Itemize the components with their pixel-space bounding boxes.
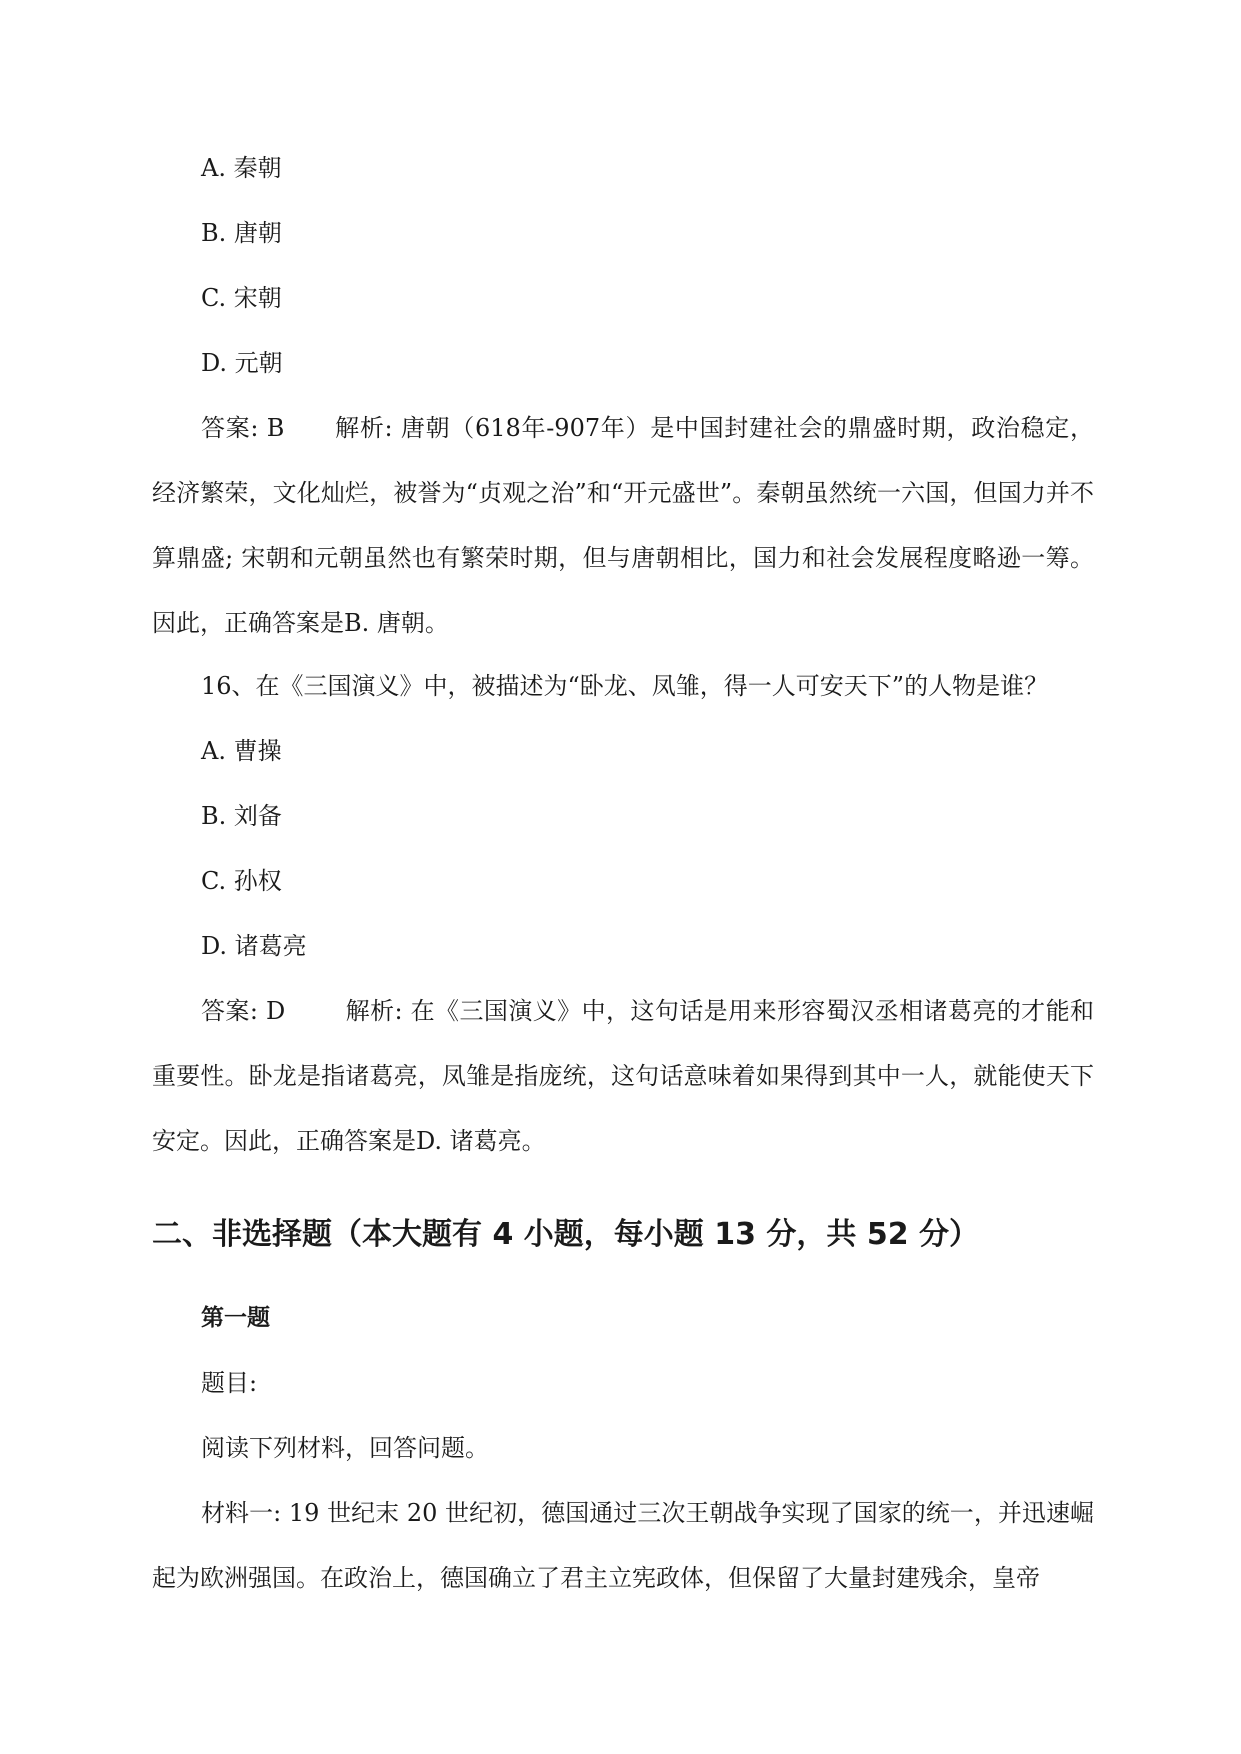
q15-option-c: C. 宋朝	[201, 284, 282, 312]
q15-option-b: B. 唐朝	[201, 219, 282, 247]
q16-option-b: B. 刘备	[201, 802, 282, 830]
q16-answer-block	[152, 979, 1094, 1174]
q15-analysis: 解析: 唐朝（618年-907年）是中国封建社会的鼎盛时期，政治稳定，经济繁荣，文化灿烂，被誉为“贞观之治”和“开元盛世”。秦朝虽然统一六国，但国力并不算鼎盛; 宋朝和元朝虽然也有繁荣时期，但与唐朝相比，国力和社会发展程度略逊一筹。因此，正确答案是B. 唐朝。	[152, 414, 1094, 637]
instruction-text: 阅读下列材料，回答问题。	[201, 1434, 489, 1462]
q16-analysis: 解析: 在《三国演义》中，这句话是用来形容蜀汉丞相诸葛亮的才能和重要性。卧龙是指诸葛亮，凤雏是指庞统，这句话意味着如果得到其中一人，就能使天下安定。因此，正确答案是D. 诸葛亮。	[152, 997, 1094, 1155]
question-1-heading: 第一题	[201, 1305, 270, 1331]
q16-question: 16、在《三国演义》中，被描述为“卧龙、凤雏，得一人可安天下”的人物是谁？	[201, 672, 1049, 700]
q15-option-a: A. 秦朝	[201, 154, 282, 182]
material-1: 材料一: 19 世纪末 20 世纪初，德国通过三次王朝战争实现了国家的统一，并迅速崛起为欧洲强国。在政治上，德国确立了君主立宪政体，但保留了大量封建残余，皇帝	[152, 1499, 1094, 1592]
q15-answer-block	[152, 396, 1094, 656]
prompt-label: 题目:	[201, 1369, 258, 1397]
q15-answer-label: 答案: B	[201, 414, 285, 442]
q16-option-a: A. 曹操	[201, 737, 282, 765]
q16-option-d: D. 诸葛亮	[201, 932, 307, 960]
q16-answer-label: 答案: D	[201, 997, 286, 1025]
q15-option-d: D. 元朝	[201, 349, 283, 377]
section-title: 二、非选择题（本大题有 4 小题，每小题 13 分，共 52 分）	[152, 1217, 980, 1252]
q16-option-c: C. 孙权	[201, 867, 282, 895]
